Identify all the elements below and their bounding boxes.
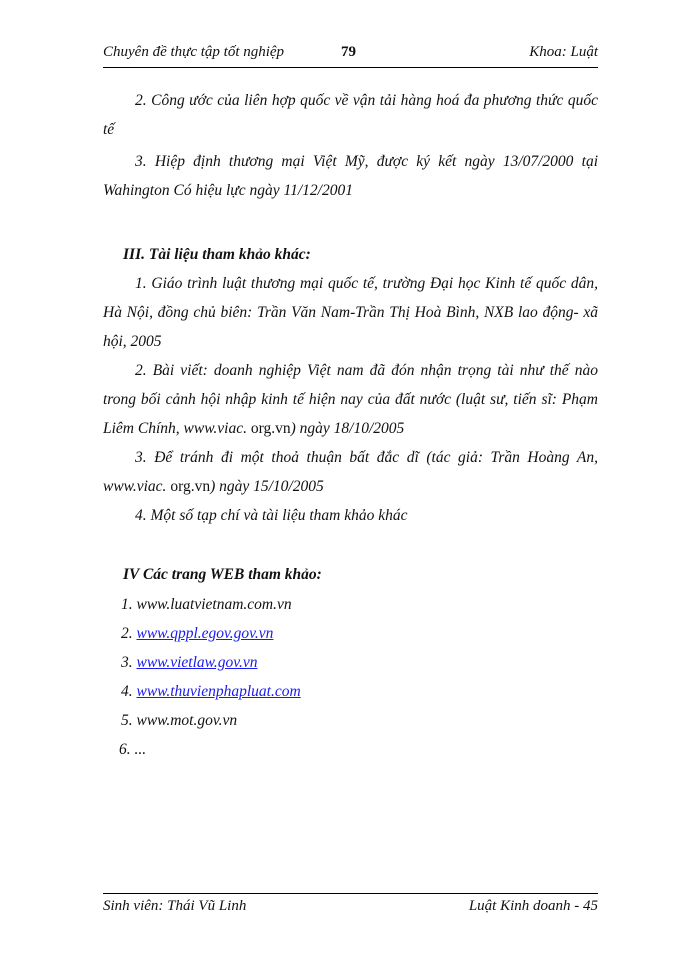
reference-item: 1. Giáo trình luật thương mại quốc tế, trường Đại học Kinh tế quốc dân, Hà Nội, đồng chủ biên: Trần Văn Nam-Trần Thị Hoà Bình, NXB lao động- xã hội, 2005: [103, 275, 598, 350]
reference-domain: org.vn: [250, 420, 291, 437]
website-url: www.luatvietnam.com.vn: [136, 596, 292, 613]
footer-student: Sinh viên: Thái Vũ Linh: [103, 898, 247, 914]
reference-text: 3. Để tránh đi một thoả thuận bất đắc dĩ (tác giả: Trần Hoàng An, www.viac.: [103, 449, 598, 495]
website-link[interactable]: www.vietlaw.gov.vn: [136, 654, 258, 671]
website-item: 2. www.qppl.egov.gov.vn: [121, 625, 274, 642]
reference-item: 2. Công ước của liên hợp quốc về vận tải hàng hoá đa phương thức quốc tế: [103, 92, 598, 138]
header-title: Chuyên đề thực tập tốt nghiệp: [103, 44, 285, 60]
header-page-number: 79: [341, 44, 356, 60]
reference-item: [103, 356, 598, 443]
website-link[interactable]: www.thuvienphapluat.com: [136, 683, 301, 700]
reference-text: ) ngày 18/10/2005: [290, 420, 405, 437]
header-rule: [103, 67, 598, 68]
reference-item: 3. Hiệp định thương mại Việt Mỹ, được ký kết ngày 13/07/2000 tại Wahington Có hiệu lực ngày 11/12/2001: [103, 153, 598, 199]
reference-domain: org.vn: [170, 478, 211, 495]
ellipsis: ...: [134, 741, 147, 758]
section-heading: III. Tài liệu tham khảo khác:: [123, 246, 311, 263]
website-item: 6. ...: [119, 741, 147, 758]
footer-course: Luật Kinh doanh - 45: [468, 898, 598, 914]
website-item: 4. www.thuvienphapluat.com: [121, 683, 301, 700]
website-url: www.mot.gov.vn: [136, 712, 238, 729]
website-item: 3. www.vietlaw.gov.vn: [121, 654, 258, 671]
website-item: 1. www.luatvietnam.com.vn: [121, 596, 292, 613]
reference-item: 4. Một số tạp chí và tài liệu tham khảo khác: [135, 507, 408, 524]
header-department: Khoa: Luật: [529, 44, 598, 60]
footer-rule: [103, 893, 598, 894]
reference-text: ) ngày 15/10/2005: [210, 478, 324, 495]
page-body: [103, 86, 598, 764]
website-link[interactable]: www.qppl.egov.gov.vn: [136, 625, 274, 642]
website-item: 5. www.mot.gov.vn: [121, 712, 238, 729]
page-header: [103, 44, 598, 66]
reference-text: 2. Bài viết: doanh nghiệp Việt nam đã đón nhận trọng tài như thế nào trong bối cảnh hội nhập kinh tế hiện nay của đất nước (luật sư, tiến sĩ: Phạm Liêm Chính, www.viac.: [103, 362, 598, 437]
section-heading: IV Các trang WEB tham khảo:: [123, 566, 322, 583]
reference-item: [103, 443, 598, 501]
